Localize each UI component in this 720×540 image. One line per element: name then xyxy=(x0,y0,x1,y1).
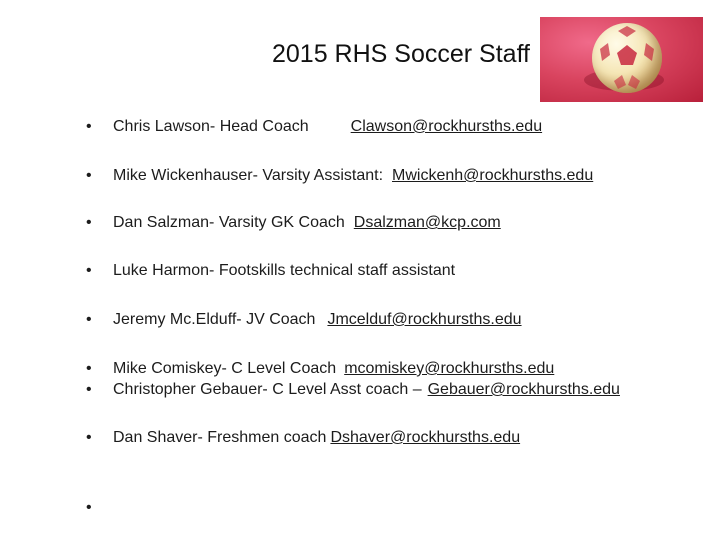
staff-text: Dan Shaver- Freshmen coach xyxy=(113,429,327,446)
bullet: • xyxy=(86,118,92,135)
list-item xyxy=(86,428,520,448)
list-item xyxy=(86,261,455,281)
staff-text: Jeremy Mc.Elduff- JV Coach xyxy=(113,311,316,328)
bullet: • xyxy=(86,214,92,231)
staff-text: Luke Harmon- Footskills technical staff assistant xyxy=(113,262,456,279)
staff-text: Chris Lawson- Head Coach xyxy=(113,118,309,135)
email-link[interactable]: mcomiskey@rockhursths.edu xyxy=(344,360,555,377)
bullet: • xyxy=(86,311,92,328)
list-item xyxy=(86,166,593,186)
bullet: • xyxy=(86,262,92,279)
slide-title: 2015 RHS Soccer Staff xyxy=(272,40,531,68)
email-link[interactable]: Dsalzman@kcp.com xyxy=(353,214,501,231)
bullet: • xyxy=(86,429,92,446)
staff-text: Christopher Gebauer- C Level Asst coach – xyxy=(113,381,422,398)
list-item xyxy=(86,498,113,518)
email-link[interactable]: Jmcelduf@rockhursths.edu xyxy=(327,311,522,328)
email-link[interactable]: Gebauer@rockhursths.edu xyxy=(427,381,620,398)
list-item xyxy=(86,359,554,379)
bullet: • xyxy=(86,360,92,377)
staff-text: Mike Wickenhauser- Varsity Assistant: xyxy=(113,167,384,184)
staff-text: Dan Salzman- Varsity GK Coach xyxy=(113,214,345,231)
bullet: • xyxy=(86,499,92,516)
staff-text: Mike Comiskey- C Level Coach xyxy=(113,360,337,377)
email-link[interactable]: Mwickenh@rockhursths.edu xyxy=(392,167,594,184)
bullet: • xyxy=(86,381,92,398)
list-item xyxy=(86,380,620,400)
bullet: • xyxy=(86,167,92,184)
list-item xyxy=(86,213,501,233)
email-link[interactable]: Clawson@rockhursths.edu xyxy=(350,118,543,135)
list-item xyxy=(86,310,522,330)
email-link[interactable]: Dshaver@rockhursths.edu xyxy=(330,429,521,446)
list-item xyxy=(86,117,542,137)
